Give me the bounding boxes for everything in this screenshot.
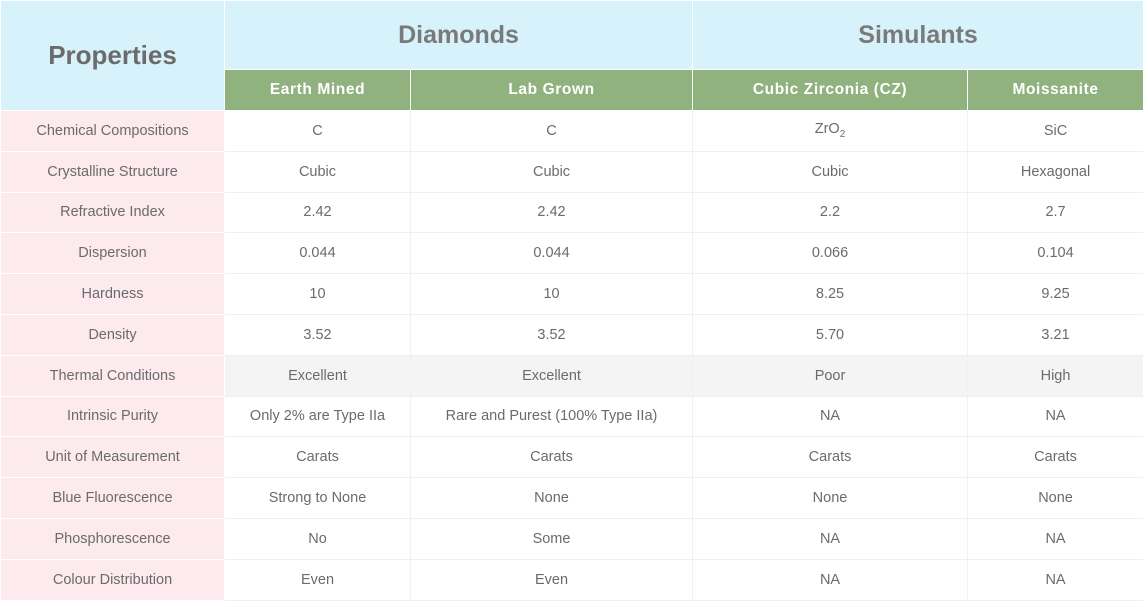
value-cell: 2.2 [693,192,968,233]
property-label-cell: Thermal Conditions [1,355,225,396]
value-cell: 10 [225,274,411,315]
value-cell: Excellent [225,355,411,396]
property-label-cell: Blue Fluorescence [1,478,225,519]
value-cell: 3.21 [968,314,1143,355]
value-cell: Carats [411,437,693,478]
value-cell: C [411,111,693,152]
table-row [1,274,1143,315]
value-cell: Some [411,518,693,559]
table-header [1,1,1143,111]
property-label-cell: Hardness [1,274,225,315]
value-cell: Rare and Purest (100% Type IIa) [411,396,693,437]
table-row [1,151,1143,192]
property-label-cell: Colour Distribution [1,559,225,600]
value-cell: NA [968,396,1143,437]
value-cell: 3.52 [225,314,411,355]
property-label-cell: Density [1,314,225,355]
group-header-diamonds: Diamonds [225,1,693,70]
property-label-cell: Intrinsic Purity [1,396,225,437]
value-cell: 2.42 [411,192,693,233]
value-cell: SiC [968,111,1143,152]
header-row-groups [1,1,1143,70]
table-row [1,396,1143,437]
property-label-cell: Dispersion [1,233,225,274]
table-row [1,355,1143,396]
column-header-moissanite: Moissanite [968,70,1143,111]
value-cell: None [693,478,968,519]
value-cell: Even [411,559,693,600]
value-cell: 9.25 [968,274,1143,315]
value-cell: 2.7 [968,192,1143,233]
property-label-cell: Phosphorescence [1,518,225,559]
table-row [1,233,1143,274]
property-label-cell: Refractive Index [1,192,225,233]
value-cell: 3.52 [411,314,693,355]
value-cell: 0.044 [225,233,411,274]
table-row [1,518,1143,559]
properties-header-cell: Properties [1,1,225,111]
value-cell: Even [225,559,411,600]
column-header-earth-mined: Earth Mined [225,70,411,111]
value-cell: Excellent [411,355,693,396]
table-row [1,478,1143,519]
value-cell: NA [968,559,1143,600]
group-header-simulants: Simulants [693,1,1143,70]
column-header-cubic-zirconia: Cubic Zirconia (CZ) [693,70,968,111]
value-cell: Cubic [411,151,693,192]
value-cell: C [225,111,411,152]
value-cell: 8.25 [693,274,968,315]
value-cell: ZrO$_2$ [693,111,968,152]
value-cell: 0.044 [411,233,693,274]
value-cell: Strong to None [225,478,411,519]
property-label-cell: Chemical Compositions [1,111,225,152]
value-cell: Carats [225,437,411,478]
value-cell: Only 2% are Type IIa [225,396,411,437]
property-label-cell: Unit of Measurement [1,437,225,478]
value-cell: Carats [968,437,1143,478]
table-row [1,314,1143,355]
value-cell: NA [693,396,968,437]
value-cell: 0.066 [693,233,968,274]
table-row [1,192,1143,233]
value-cell: 0.104 [968,233,1143,274]
value-cell: Cubic [693,151,968,192]
value-cell: None [411,478,693,519]
value-cell: None [968,478,1143,519]
value-cell: 5.70 [693,314,968,355]
table-row [1,559,1143,600]
value-cell: 10 [411,274,693,315]
value-cell: NA [968,518,1143,559]
value-cell: 2.42 [225,192,411,233]
table-row [1,111,1143,152]
value-cell: NA [693,518,968,559]
value-cell: NA [693,559,968,600]
column-header-lab-grown: Lab Grown [411,70,693,111]
value-cell: Cubic [225,151,411,192]
value-cell: Hexagonal [968,151,1143,192]
table-body [1,111,1143,601]
value-cell: No [225,518,411,559]
value-cell: Carats [693,437,968,478]
value-cell: High [968,355,1143,396]
property-label-cell: Crystalline Structure [1,151,225,192]
value-cell: Poor [693,355,968,396]
table-row [1,437,1143,478]
